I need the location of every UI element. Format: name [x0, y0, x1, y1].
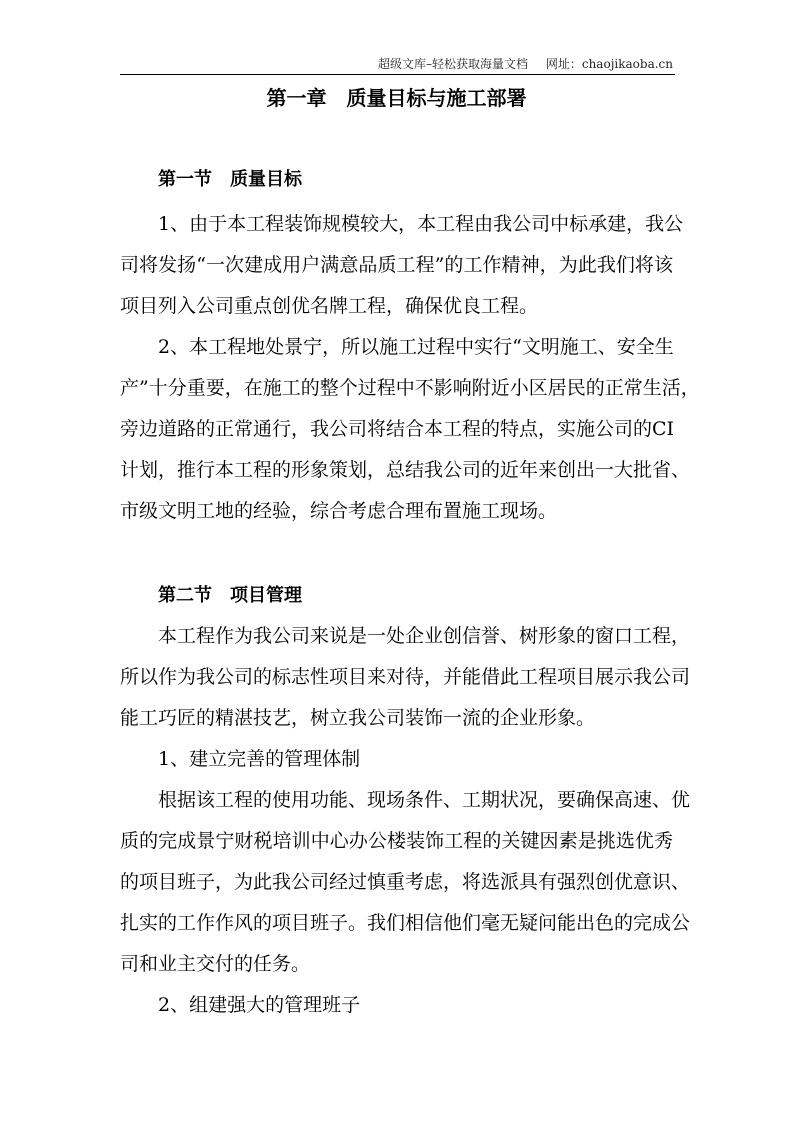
- paragraph: [120, 985, 673, 1026]
- text-line: 司和业主交付的任务。: [120, 953, 311, 975]
- text-line: 旁边道路的正常通行，我公司将结合本工程的特点，实施公司的CI: [120, 418, 675, 440]
- header-url: 网址：chaojikaoba.cn: [545, 57, 673, 71]
- text-line: 2、组建强大的管理班子: [158, 994, 361, 1016]
- text-line: 2、本工程地处景宁，所以施工过程中实行“文明施工、安全生: [158, 336, 674, 358]
- text-line: 本工程作为我公司来说是一处企业创信誉、树形象的窗口工程，: [158, 625, 691, 647]
- text-line: 产”十分重要，在施工的整个过程中不影响附近小区居民的正常生活，: [120, 377, 700, 399]
- text-line: 质的完成景宁财税培训中心办公楼装饰工程的关键因素是挑选优秀: [120, 830, 673, 852]
- chapter-title: 第一章 质量目标与施工部署: [266, 86, 527, 110]
- text-line: 能工巧匠的精湛技艺，树立我公司装饰一流的企业形象。: [120, 707, 596, 729]
- section-heading: 第一节 质量目标: [158, 169, 302, 190]
- text-line: 根据该工程的使用功能、现场条件、工期状况，要确保高速、优: [158, 789, 691, 811]
- paragraph: [120, 616, 691, 739]
- paragraph: [120, 327, 700, 532]
- text-line: 市级文明工地的经验，综合考虑合理布置施工现场。: [120, 500, 558, 522]
- header-divider: [120, 74, 675, 75]
- page-header: [120, 55, 673, 73]
- text-line: 1、建立完善的管理体制: [158, 748, 361, 770]
- header-site-name: 超级文库–轻松获取海量文档: [378, 57, 529, 71]
- section-body: [120, 616, 691, 1026]
- text-line: 扎实的工作作风的项目班子。我们相信他们毫无疑问能出色的完成公: [120, 912, 691, 934]
- text-line: 的项目班子，为此我公司经过慎重考虑，将选派具有强烈创优意识、: [120, 871, 691, 893]
- section-heading: 第二节 项目管理: [158, 585, 302, 606]
- paragraph: [120, 204, 684, 327]
- text-line: 计划，推行本工程的形象策划，总结我公司的近年来创出一大批省、: [120, 459, 691, 481]
- text-line: 司将发扬“一次建成用户满意品质工程”的工作精神，为此我们将该: [120, 254, 673, 276]
- text-line: 项目列入公司重点创优名牌工程，确保优良工程。: [120, 295, 539, 317]
- paragraph: [120, 780, 691, 985]
- paragraph: [120, 739, 673, 780]
- text-line: 1、由于本工程装饰规模较大，本工程由我公司中标承建，我公: [158, 213, 684, 235]
- text-line: 所以作为我公司的标志性项目来对待，并能借此工程项目展示我公司: [120, 666, 691, 688]
- section-body: [120, 204, 700, 532]
